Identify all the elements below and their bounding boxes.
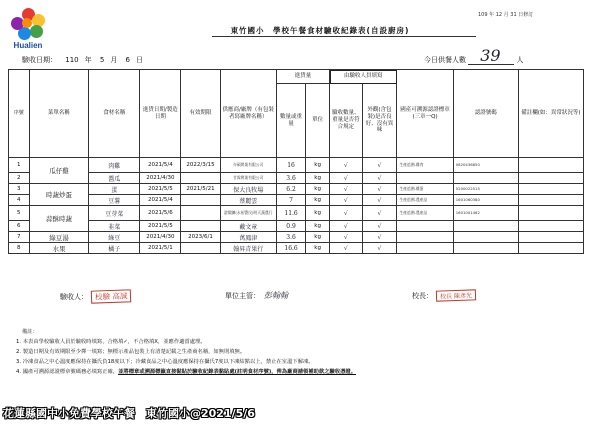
notes-title: 備註： <box>22 329 38 335</box>
table-row: 5 蒜酥時蔬 豆芽菜 2021/5/6 游儒鑛(永祐豐民)明天蔬農行 11.6 kg √ √ 生產追溯-農產品 1601001462 <box>9 206 584 221</box>
receiver-stamp: 校驗 高誠 <box>91 289 132 303</box>
supervisor-signature: 單位主管： 彭翰翰 <box>225 291 288 300</box>
col-unit: 單位 <box>306 84 330 158</box>
notes-section <box>16 327 586 377</box>
flower-logo-icon <box>10 8 46 40</box>
col-expiry: 有效期限 <box>181 70 220 158</box>
table-row: 4 豆薯 2021/5/4 蔡麗雲 7 kg √ √ 生產追溯-農產品 1601060380 <box>9 195 584 206</box>
table-row: 2 醬瓜 2021/4/30 甘霖實業有限公司 3.6 kg √ √ <box>9 173 584 184</box>
col-check-look: 外觀(含包裝)是否良好、沒有異味 <box>362 84 397 158</box>
note-item: 2. 製造日期及有效期限至少擇一填寫；無標示產品包裝上有清楚記載之生產商名稱，如無則填無。 <box>16 349 246 355</box>
col-group-inspector: 由驗收人員填寫 <box>330 70 397 84</box>
col-supplier: 供應商/廠牌（有包裝者寫廠牌名稱） <box>220 70 276 158</box>
col-check-qty: 驗收數量、重量是否符合規定 <box>330 84 363 158</box>
principal-signature: 校長： 校長 陳彥光 <box>412 290 476 301</box>
col-ingredient: 食材名稱 <box>89 70 140 158</box>
meal-count-value: 39 <box>480 46 501 65</box>
logo-text: Hualien <box>13 41 43 50</box>
col-incoming: 進貨量 <box>276 70 329 84</box>
inspection-date: 驗收日期： 110 年 5 月 6 日 <box>22 56 144 64</box>
table-row: 1 瓜仔雞 肉雞 2021/5/4 2022/3/15 亦碩實業有限公司 16 kg √ √ 生產追溯-雞肉 0820436850 <box>9 158 584 173</box>
supervisor-sign: 彭翰翰 <box>264 291 288 300</box>
revision-date: 109 年 12 月 31 日修訂 <box>478 12 534 18</box>
receiver-signature: 驗收人： 校驗 高誠 <box>60 290 131 303</box>
note-item: 3. 冷凍食品之中心溫度應保持在攝氏負18度以下；冷藏食品之中心溫度應保持在攝氏7度以下凍結點以上，禁止在室溫下解凍。 <box>16 359 314 365</box>
col-seq: 序號 <box>9 70 30 158</box>
meal-count: 今日供餐人數 39 人 <box>424 46 524 65</box>
footer-caption: 花蓮縣國中小免費學校午餐 東竹國小@2021/5/6 <box>3 407 255 420</box>
table-row: 7 綠豆湯 綠豆 2021/4/30 2023/6/1 萬鳳津 3.6 kg √ √ <box>9 232 584 243</box>
col-date: 進貨日期/製造日期 <box>140 70 181 158</box>
col-cert: 認證號碼 <box>453 70 518 158</box>
table-row: 8 水果 橘子 2021/5/1 翰昇青果行 16.6 kg √ √ <box>9 243 584 254</box>
col-qty: 數量或重量 <box>276 84 305 158</box>
hualien-logo <box>6 8 50 50</box>
form-title: 東竹國小 學校午餐食材驗收紀錄表(自設廚房) <box>150 25 490 36</box>
table-row: 6 韭菜 2021/5/5 戴文章 0.9 kg √ √ <box>9 221 584 232</box>
principal-stamp: 校長 陳彥光 <box>436 289 476 301</box>
col-dish: 菜單名稱 <box>29 70 89 158</box>
col-remark: 備註欄(如：異常狀況等) <box>518 70 583 158</box>
note-item: 4. 國產可溯源認證標章號碼務必填寫正確，並將標章或溯源標籤直接黏貼於驗收紀錄表黏貼處(註明食材序號)，俾為廠商請領補助款之驗收憑證。 <box>16 369 357 375</box>
col-trace: 國產可溯源認證標章(三章一Q) <box>397 70 453 158</box>
inspection-table <box>8 69 584 254</box>
table-row: 3 時蔬炒蛋 蛋 2021/5/5 2021/5/21 保大良牧場 6.2 kg √ √ 生產追溯-雞蛋 5200022515 <box>9 184 584 195</box>
note-item: 1. 本表由學校驗收人員於驗收時填寫，合格填✓，不合格填X，並應作適當處理。 <box>16 339 206 345</box>
